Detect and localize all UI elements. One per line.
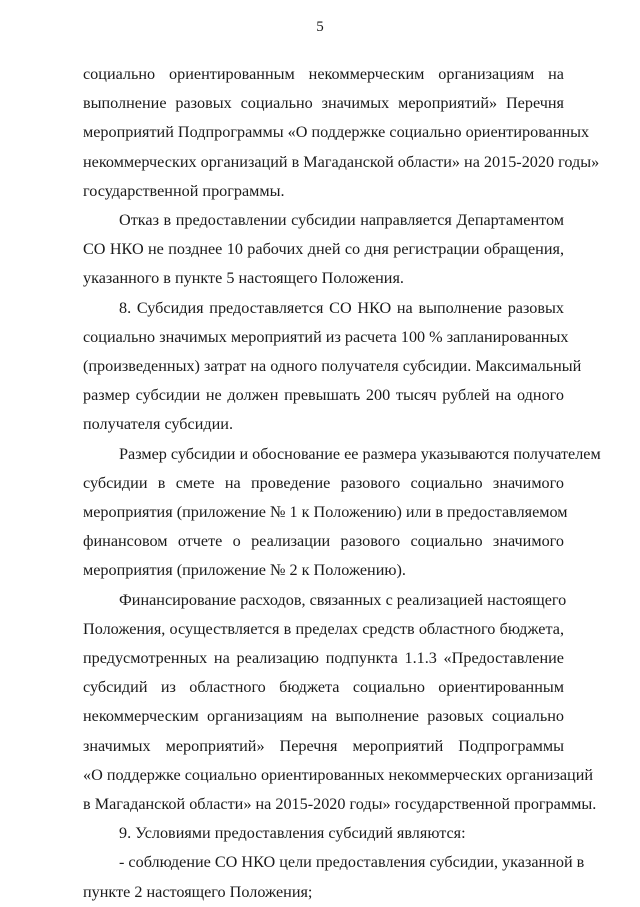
paragraph-refusal	[83, 206, 564, 294]
document-body	[83, 60, 601, 907]
text-line: Отказ в предоставлении субсидии направляется Департаментом	[119, 211, 564, 230]
paragraph-condition	[83, 848, 585, 906]
text-line: социально значимых мероприятий из расчета 100 % запланированных	[83, 327, 569, 346]
text-line: «О поддержке социально ориентированных некоммерческих организаций	[83, 765, 594, 784]
text-line: 8. Субсидия предоставляется СО НКО на выполнение разовых	[119, 298, 564, 317]
text-line: Размер субсидии и обоснование ее размера указываются получателем	[119, 444, 601, 463]
text-line: размер субсидии не должен превышать 200 тысяч рублей на одного	[83, 386, 564, 405]
paragraph-subsidy-size	[83, 440, 601, 586]
paragraph-item-9	[83, 819, 564, 848]
paragraph-item-8	[83, 294, 582, 440]
text-line: значимых мероприятий» Перечня мероприятий Подпрограммы	[83, 736, 564, 755]
text-line: некоммерческих организаций в Магаданской области» на 2015-2020 годы»	[83, 152, 600, 171]
text-line: выполнение разовых социально значимых мероприятий» Перечня	[83, 94, 564, 113]
text-line: - соблюдение СО НКО цели предоставления субсидии, указанной в	[119, 853, 585, 872]
text-line: мероприятий Подпрограммы «О поддержке социально ориентированных	[83, 123, 590, 142]
text-line: государственной программы.	[83, 181, 285, 200]
paragraph-financing	[83, 586, 597, 820]
text-line: в Магаданской области» на 2015-2020 годы» государственной программы.	[83, 795, 597, 814]
paragraph-continuation	[83, 60, 600, 206]
text-line: получателя субсидии.	[83, 415, 233, 434]
text-line: пункте 2 настоящего Положения;	[83, 882, 313, 901]
text-line: субсидий из областного бюджета социально ориентированным	[83, 678, 564, 697]
text-line: финансовом отчете о реализации разового социально значимого	[83, 532, 564, 551]
text-line: указанного в пункте 5 настоящего Положения.	[83, 269, 404, 288]
text-line: мероприятия (приложение № 1 к Положению) или в предоставляемом	[83, 503, 568, 522]
text-line: СО НКО не позднее 10 рабочих дней со дня регистрации обращения,	[83, 240, 564, 259]
text-line: 9. Условиями предоставления субсидий являются:	[119, 824, 466, 843]
text-line: социально ориентированным некоммерческим организациям на	[83, 65, 564, 83]
text-line: (произведенных) затрат на одного получателя субсидии. Максимальный	[83, 357, 582, 376]
text-line: субсидии в смете на проведение разового социально значимого	[83, 473, 564, 492]
text-line: мероприятия (приложение № 2 к Положению).	[83, 561, 406, 580]
text-line: Финансирование расходов, связанных с реализацией настоящего	[119, 590, 567, 609]
page-number: 5	[316, 19, 324, 35]
text-line: некоммерческим организациям на выполнение разовых социально	[83, 707, 564, 726]
text-line: предусмотренных на реализацию подпункта 1.1.3 «Предоставление	[83, 649, 564, 668]
text-line: Положения, осуществляется в пределах средств областного бюджета,	[83, 619, 564, 638]
